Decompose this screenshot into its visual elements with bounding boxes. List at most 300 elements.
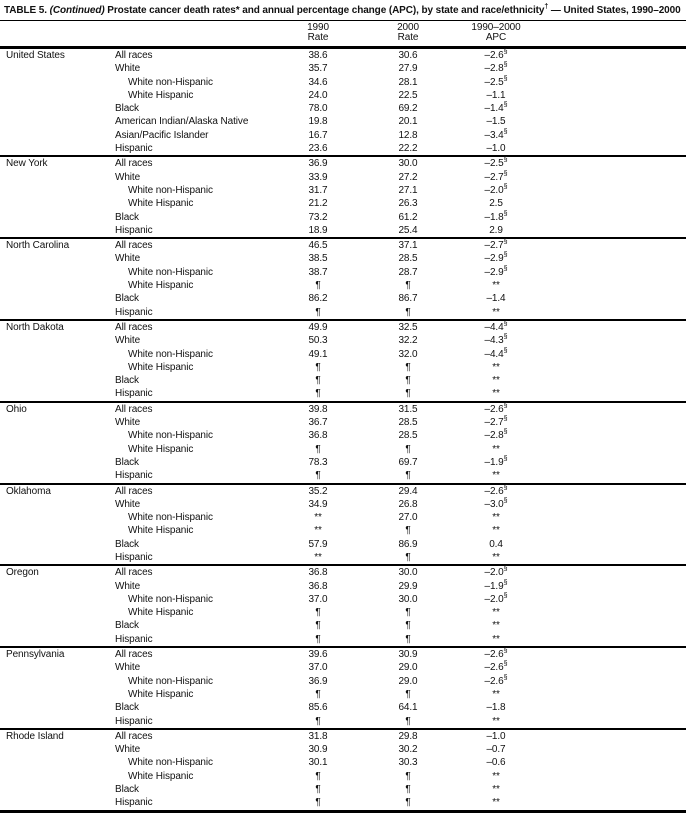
row-spacer bbox=[537, 648, 686, 661]
apc-cell: 0.4 bbox=[489, 538, 503, 550]
rate-2000-cell: ¶ bbox=[405, 770, 411, 782]
rate-1990-cell: 38.6 bbox=[308, 50, 328, 61]
row-spacer bbox=[537, 701, 686, 714]
rate-2000-cell: 22.5 bbox=[398, 89, 418, 101]
race-ethnicity-cell: White bbox=[115, 335, 141, 347]
row-spacer bbox=[537, 538, 686, 551]
rate-2000-cell: 28.5 bbox=[398, 417, 418, 429]
rate-2000-cell: ¶ bbox=[405, 688, 411, 700]
row-spacer bbox=[537, 688, 686, 701]
rate-2000-cell: 22.2 bbox=[398, 143, 418, 155]
state-cell bbox=[0, 416, 115, 429]
state-cell bbox=[0, 675, 115, 688]
table-row bbox=[0, 292, 686, 305]
rate-2000-cell: 30.0 bbox=[398, 567, 418, 579]
row-spacer bbox=[537, 266, 686, 279]
state-cell bbox=[0, 292, 115, 305]
state-cell bbox=[0, 306, 115, 319]
apc-cell: –1.0 bbox=[486, 730, 506, 742]
table-row bbox=[0, 796, 686, 809]
state-cell bbox=[0, 76, 115, 89]
significance-marker: § bbox=[503, 333, 508, 341]
race-ethnicity-cell: White bbox=[115, 171, 141, 183]
apc-cell: ** bbox=[492, 512, 500, 524]
rate-1990-cell: 39.8 bbox=[308, 403, 328, 415]
apc-cell: –2.7§ bbox=[484, 238, 508, 252]
row-spacer bbox=[537, 566, 686, 579]
rate-2000-cell: ¶ bbox=[405, 551, 411, 563]
table-row bbox=[0, 469, 686, 482]
table-row bbox=[0, 538, 686, 551]
row-spacer bbox=[537, 756, 686, 769]
significance-marker: § bbox=[503, 415, 508, 423]
row-spacer bbox=[537, 89, 686, 102]
apc-cell: ** bbox=[492, 715, 500, 727]
apc-cell: –2.0§ bbox=[484, 592, 508, 605]
table-row bbox=[0, 184, 686, 197]
rate-1990-cell: ¶ bbox=[315, 280, 321, 292]
significance-marker: § bbox=[503, 579, 508, 587]
row-spacer bbox=[537, 524, 686, 537]
rate-2000-cell: 27.2 bbox=[398, 171, 418, 183]
state-cell bbox=[0, 701, 115, 714]
race-ethnicity-cell: All races bbox=[115, 567, 153, 579]
rate-1990-cell: 78.3 bbox=[308, 456, 328, 468]
apc-cell: –3.4§ bbox=[484, 128, 508, 141]
state-cell: Rhode Island bbox=[6, 730, 64, 742]
state-section bbox=[0, 319, 686, 401]
race-ethnicity-cell: White bbox=[115, 253, 141, 265]
state-cell bbox=[0, 102, 115, 115]
table-bottom-rule bbox=[0, 810, 686, 813]
rate-1990-cell: 86.2 bbox=[308, 293, 328, 305]
row-spacer bbox=[537, 593, 686, 606]
rate-2000-cell: 30.2 bbox=[398, 744, 418, 756]
apc-cell: –4.4§ bbox=[484, 320, 508, 333]
race-ethnicity-cell: White bbox=[115, 63, 141, 75]
rate-1990-cell: 31.8 bbox=[308, 730, 328, 742]
row-spacer bbox=[537, 675, 686, 688]
state-cell bbox=[0, 770, 115, 783]
rate-1990-cell: 46.5 bbox=[308, 240, 328, 252]
state-section bbox=[0, 646, 686, 728]
apc-cell: ** bbox=[492, 306, 500, 318]
rate-2000-cell: 12.8 bbox=[398, 129, 418, 141]
race-ethnicity-cell: Black bbox=[115, 211, 139, 223]
row-spacer bbox=[537, 49, 686, 62]
rate-1990-cell: ¶ bbox=[315, 388, 321, 400]
rate-2000-cell: 69.2 bbox=[398, 103, 418, 115]
significance-marker: § bbox=[503, 170, 508, 178]
rate-1990-cell: ¶ bbox=[315, 688, 321, 700]
state-cell bbox=[0, 184, 115, 197]
race-ethnicity-cell: White non-Hispanic bbox=[128, 593, 213, 605]
apc-cell: –2.0§ bbox=[484, 565, 508, 579]
table-row bbox=[0, 129, 686, 142]
rate-2000-cell: ¶ bbox=[405, 361, 411, 373]
rate-1990-cell: 49.9 bbox=[308, 321, 328, 333]
rate-1990-cell: 30.1 bbox=[308, 757, 328, 769]
race-ethnicity-cell: Black bbox=[115, 538, 139, 550]
apc-cell: ** bbox=[492, 375, 500, 387]
state-cell: Pennsylvania bbox=[6, 649, 65, 661]
table-row bbox=[0, 306, 686, 319]
race-ethnicity-cell: Black bbox=[115, 103, 139, 115]
state-cell: United States bbox=[6, 50, 65, 61]
row-spacer bbox=[537, 102, 686, 115]
race-ethnicity-cell: White Hispanic bbox=[128, 443, 194, 455]
rate-2000-cell: 27.1 bbox=[398, 184, 418, 196]
state-cell bbox=[0, 593, 115, 606]
race-ethnicity-cell: All races bbox=[115, 240, 153, 252]
race-ethnicity-cell: White non-Hispanic bbox=[128, 348, 213, 360]
row-spacer bbox=[537, 796, 686, 809]
rate-1990-cell: ¶ bbox=[315, 770, 321, 782]
row-spacer bbox=[537, 239, 686, 252]
table-row bbox=[0, 252, 686, 265]
rate-2000-cell: 28.5 bbox=[398, 253, 418, 265]
col-header-1990-year: 1990 bbox=[307, 22, 329, 33]
rate-1990-cell: 24.0 bbox=[308, 89, 328, 101]
rate-2000-cell: 31.5 bbox=[398, 403, 418, 415]
row-spacer bbox=[537, 306, 686, 319]
state-section bbox=[0, 728, 686, 810]
race-ethnicity-cell: All races bbox=[115, 730, 153, 742]
title-text-3: — United States, 1990–2000 bbox=[550, 5, 681, 16]
rate-2000-cell: ¶ bbox=[405, 388, 411, 400]
rate-2000-cell: 29.4 bbox=[398, 485, 418, 497]
rate-2000-cell: 28.7 bbox=[398, 266, 418, 278]
apc-cell: –2.6§ bbox=[484, 484, 508, 497]
apc-cell: –1.4§ bbox=[484, 101, 508, 115]
apc-cell: –2.6§ bbox=[484, 48, 508, 61]
race-ethnicity-cell: Asian/Pacific Islander bbox=[115, 129, 209, 141]
race-ethnicity-cell: American Indian/Alaska Native bbox=[115, 116, 249, 128]
state-cell bbox=[0, 619, 115, 632]
row-spacer bbox=[537, 211, 686, 224]
state-column-header bbox=[0, 23, 115, 43]
state-cell: Ohio bbox=[6, 403, 27, 415]
apc-cell: ** bbox=[492, 620, 500, 632]
apc-cell: –1.0 bbox=[486, 143, 506, 155]
apc-cell: –2.6§ bbox=[484, 674, 508, 687]
rate-2000-cell: ¶ bbox=[405, 443, 411, 455]
rate-1990-cell: ** bbox=[314, 551, 322, 563]
apc-cell: –2.6§ bbox=[484, 661, 508, 674]
table-row bbox=[0, 485, 686, 498]
state-cell bbox=[0, 197, 115, 210]
table-row bbox=[0, 279, 686, 292]
rate-1990-cell: 36.8 bbox=[308, 580, 328, 592]
state-cell: Oregon bbox=[6, 567, 39, 579]
apc-cell: –0.7 bbox=[486, 744, 506, 756]
state-cell bbox=[0, 443, 115, 456]
race-ethnicity-cell: Black bbox=[115, 456, 139, 468]
state-cell bbox=[0, 115, 115, 128]
table-row bbox=[0, 511, 686, 524]
state-cell bbox=[0, 633, 115, 646]
rate-1990-cell: 36.9 bbox=[308, 158, 328, 170]
rate-2000-cell: ¶ bbox=[405, 633, 411, 645]
rate-1990-cell: 36.7 bbox=[308, 417, 328, 429]
state-cell bbox=[0, 498, 115, 511]
state-cell: North Dakota bbox=[6, 321, 64, 333]
rate-2000-cell: 27.9 bbox=[398, 63, 418, 75]
table-row bbox=[0, 348, 686, 361]
table-row bbox=[0, 715, 686, 728]
apc-cell: –2.5§ bbox=[484, 157, 508, 170]
rate-2000-cell: 86.7 bbox=[398, 293, 418, 305]
race-column-header bbox=[115, 23, 275, 43]
race-ethnicity-cell: White non-Hispanic bbox=[128, 184, 213, 196]
rate-2000-cell: 61.2 bbox=[398, 211, 418, 223]
state-cell bbox=[0, 142, 115, 155]
rate-2000-cell: 30.3 bbox=[398, 757, 418, 769]
apc-cell: ** bbox=[492, 470, 500, 482]
table-row bbox=[0, 756, 686, 769]
rate-1990-cell: 49.1 bbox=[308, 348, 328, 360]
race-ethnicity-cell: Hispanic bbox=[115, 551, 153, 563]
rate-2000-cell: ¶ bbox=[405, 620, 411, 632]
rate-2000-cell: 32.0 bbox=[398, 348, 418, 360]
row-spacer bbox=[537, 743, 686, 756]
row-spacer bbox=[537, 321, 686, 334]
col-header-1990-rate-label: Rate bbox=[307, 32, 329, 43]
state-cell bbox=[0, 524, 115, 537]
table-row bbox=[0, 171, 686, 184]
rate-1990-cell: 35.2 bbox=[308, 485, 328, 497]
row-spacer bbox=[537, 403, 686, 416]
apc-cell: ** bbox=[492, 361, 500, 373]
state-cell bbox=[0, 688, 115, 701]
state-cell bbox=[0, 606, 115, 619]
apc-cell: –2.6§ bbox=[484, 402, 508, 415]
rate-1990-cell: 34.9 bbox=[308, 498, 328, 510]
row-spacer bbox=[537, 224, 686, 237]
rate-1990-cell: ¶ bbox=[315, 306, 321, 318]
race-ethnicity-cell: White non-Hispanic bbox=[128, 757, 213, 769]
row-spacer bbox=[537, 456, 686, 469]
race-ethnicity-cell: White non-Hispanic bbox=[128, 266, 213, 278]
race-ethnicity-cell: Black bbox=[115, 293, 139, 305]
rate-2000-cell: 29.0 bbox=[398, 675, 418, 687]
row-spacer bbox=[537, 485, 686, 498]
state-cell bbox=[0, 279, 115, 292]
race-ethnicity-cell: Black bbox=[115, 784, 139, 796]
row-spacer bbox=[537, 171, 686, 184]
rate-2000-cell: 26.8 bbox=[398, 498, 418, 510]
table-row bbox=[0, 62, 686, 75]
table-row bbox=[0, 224, 686, 237]
row-spacer bbox=[537, 661, 686, 674]
race-ethnicity-cell: Hispanic bbox=[115, 797, 153, 809]
state-cell bbox=[0, 334, 115, 347]
apc-cell: –3.0§ bbox=[484, 497, 508, 510]
row-spacer bbox=[537, 783, 686, 796]
rate-2000-cell: 29.8 bbox=[398, 730, 418, 742]
apc-cell: ** bbox=[492, 784, 500, 796]
rate-2000-cell: 27.0 bbox=[398, 512, 418, 524]
rate-1990-cell: 38.7 bbox=[308, 266, 328, 278]
rate-2000-cell: 26.3 bbox=[398, 198, 418, 210]
rate-1990-cell: 23.6 bbox=[308, 143, 328, 155]
race-ethnicity-cell: Hispanic bbox=[115, 715, 153, 727]
table-row bbox=[0, 456, 686, 469]
rate-2000-cell: 29.9 bbox=[398, 580, 418, 592]
state-cell bbox=[0, 756, 115, 769]
row-spacer bbox=[537, 443, 686, 456]
row-spacer bbox=[537, 511, 686, 524]
significance-marker: § bbox=[503, 157, 508, 165]
apc-cell: ** bbox=[492, 688, 500, 700]
significance-marker: § bbox=[503, 661, 508, 669]
rate-1990-cell: 50.3 bbox=[308, 335, 328, 347]
table-row bbox=[0, 115, 686, 128]
rate-1990-cell: ¶ bbox=[315, 715, 321, 727]
rate-2000-cell: 37.1 bbox=[398, 240, 418, 252]
row-spacer bbox=[537, 348, 686, 361]
rate-1990-cell: 18.9 bbox=[308, 224, 328, 236]
rate-2000-cell: 30.0 bbox=[398, 158, 418, 170]
significance-marker: § bbox=[503, 565, 508, 573]
table-row bbox=[0, 619, 686, 632]
state-cell bbox=[0, 374, 115, 387]
race-ethnicity-cell: White Hispanic bbox=[128, 198, 194, 210]
significance-marker: § bbox=[503, 402, 508, 410]
row-spacer bbox=[537, 115, 686, 128]
rate-1990-cell: ¶ bbox=[315, 633, 321, 645]
significance-marker: § bbox=[503, 320, 508, 328]
race-ethnicity-cell: White Hispanic bbox=[128, 89, 194, 101]
race-ethnicity-cell: All races bbox=[115, 485, 153, 497]
table-row bbox=[0, 403, 686, 416]
apc-cell: –2.9§ bbox=[484, 265, 508, 278]
race-ethnicity-cell: All races bbox=[115, 158, 153, 170]
rate-1990-cell: 33.9 bbox=[308, 171, 328, 183]
state-cell bbox=[0, 661, 115, 674]
table-row bbox=[0, 49, 686, 62]
apc-cell: –2.5§ bbox=[484, 75, 508, 88]
race-ethnicity-cell: Hispanic bbox=[115, 143, 153, 155]
apc-cell: –1.8 bbox=[486, 702, 506, 714]
race-ethnicity-cell: White Hispanic bbox=[128, 280, 194, 292]
col-header-1990-rate bbox=[275, 23, 361, 43]
apc-cell: –1.9§ bbox=[484, 455, 508, 468]
table-row bbox=[0, 648, 686, 661]
apc-cell: –2.0§ bbox=[484, 183, 508, 196]
race-ethnicity-cell: White Hispanic bbox=[128, 525, 194, 537]
row-spacer bbox=[537, 619, 686, 632]
table-number: TABLE 5. bbox=[4, 5, 47, 16]
race-ethnicity-cell: All races bbox=[115, 403, 153, 415]
continued-label: (Continued) bbox=[49, 5, 105, 16]
significance-marker: § bbox=[503, 484, 508, 492]
table-row bbox=[0, 524, 686, 537]
significance-marker: § bbox=[503, 674, 508, 682]
rate-1990-cell: 31.7 bbox=[308, 184, 328, 196]
state-cell: New York bbox=[6, 158, 48, 170]
significance-marker: § bbox=[503, 61, 508, 69]
row-spacer bbox=[537, 334, 686, 347]
table-row bbox=[0, 387, 686, 400]
apc-cell: –2.9§ bbox=[484, 252, 508, 265]
row-spacer bbox=[537, 770, 686, 783]
rate-2000-cell: ¶ bbox=[405, 525, 411, 537]
table-row bbox=[0, 783, 686, 796]
row-spacer bbox=[537, 184, 686, 197]
row-spacer bbox=[537, 197, 686, 210]
rate-1990-cell: ¶ bbox=[315, 443, 321, 455]
state-cell bbox=[0, 361, 115, 374]
apc-cell: –2.7§ bbox=[484, 415, 508, 429]
rate-1990-cell: 21.2 bbox=[308, 198, 328, 210]
rate-1990-cell: 30.9 bbox=[308, 744, 328, 756]
race-ethnicity-cell: White non-Hispanic bbox=[128, 76, 213, 88]
table-row bbox=[0, 580, 686, 593]
significance-marker: § bbox=[503, 183, 508, 191]
apc-cell: –1.5 bbox=[486, 116, 506, 128]
state-cell: North Carolina bbox=[6, 240, 70, 252]
rate-2000-cell: ¶ bbox=[405, 715, 411, 727]
race-ethnicity-cell: White bbox=[115, 498, 141, 510]
rate-2000-cell: 28.5 bbox=[398, 430, 418, 442]
table-row bbox=[0, 157, 686, 170]
table-row bbox=[0, 443, 686, 456]
row-spacer bbox=[537, 252, 686, 265]
row-spacer bbox=[537, 142, 686, 155]
state-cell bbox=[0, 715, 115, 728]
table-row bbox=[0, 551, 686, 564]
apc-cell: –2.6§ bbox=[484, 647, 508, 661]
state-cell bbox=[0, 551, 115, 564]
row-spacer bbox=[537, 157, 686, 170]
rate-1990-cell: 73.2 bbox=[308, 211, 328, 223]
row-spacer bbox=[537, 416, 686, 429]
row-spacer bbox=[537, 715, 686, 728]
table-row bbox=[0, 197, 686, 210]
race-ethnicity-cell: White Hispanic bbox=[128, 770, 194, 782]
table-row bbox=[0, 661, 686, 674]
table-row bbox=[0, 321, 686, 334]
col-header-2000-year: 2000 bbox=[397, 22, 419, 33]
row-spacer bbox=[537, 498, 686, 511]
state-section bbox=[0, 564, 686, 646]
row-spacer bbox=[537, 374, 686, 387]
rate-2000-cell: ¶ bbox=[405, 306, 411, 318]
apc-cell: –1.8§ bbox=[484, 210, 508, 223]
row-spacer bbox=[537, 76, 686, 89]
state-cell bbox=[0, 89, 115, 102]
rate-1990-cell: 37.0 bbox=[308, 662, 328, 674]
table-row bbox=[0, 334, 686, 347]
table-title bbox=[0, 3, 686, 20]
race-ethnicity-cell: White Hispanic bbox=[128, 361, 194, 373]
apc-cell: –2.8§ bbox=[484, 61, 508, 75]
table-row bbox=[0, 374, 686, 387]
race-ethnicity-cell: White bbox=[115, 662, 141, 674]
state-cell bbox=[0, 129, 115, 142]
apc-cell: ** bbox=[492, 770, 500, 782]
race-ethnicity-cell: All races bbox=[115, 50, 153, 61]
state-cell bbox=[0, 783, 115, 796]
table-row bbox=[0, 633, 686, 646]
race-ethnicity-cell: Hispanic bbox=[115, 388, 153, 400]
apc-cell: ** bbox=[492, 525, 500, 537]
rate-1990-cell: 35.7 bbox=[308, 63, 328, 75]
state-cell bbox=[0, 62, 115, 75]
race-ethnicity-cell: All races bbox=[115, 649, 153, 661]
rate-1990-cell: 78.0 bbox=[308, 103, 328, 115]
